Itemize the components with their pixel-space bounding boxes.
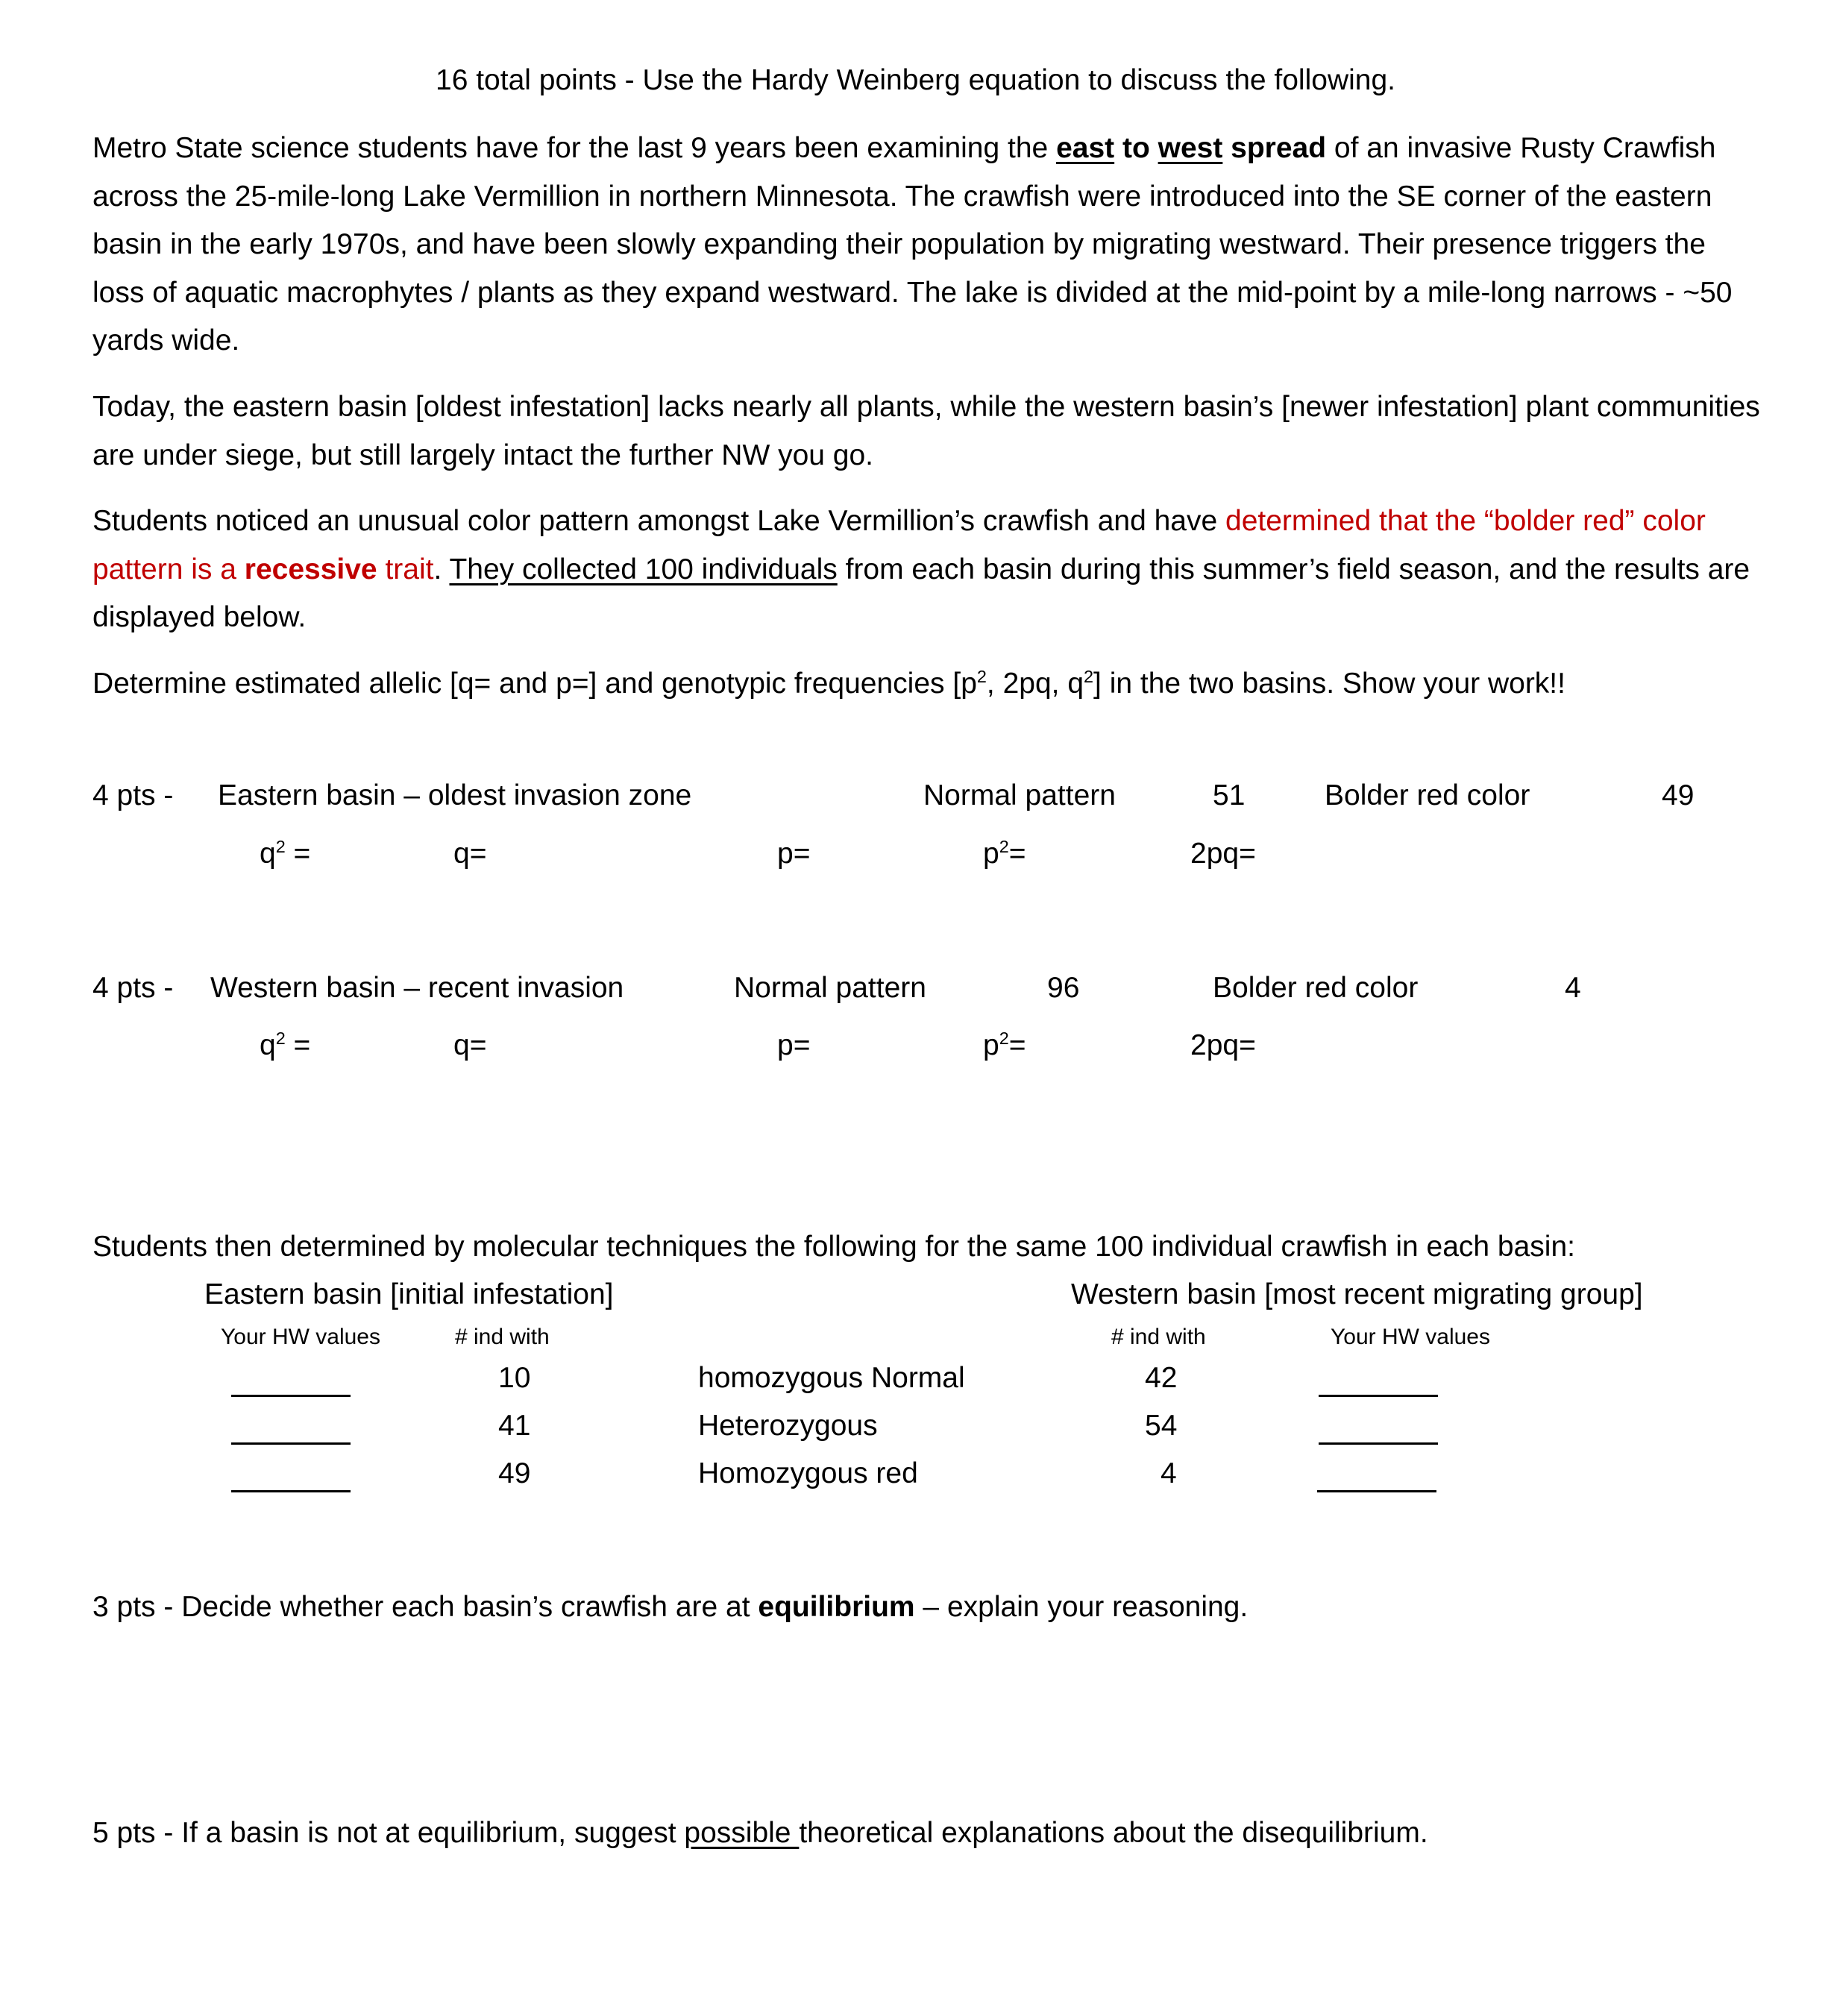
text-run: 5 pts - If a basin is not at equilibrium, suggest — [92, 1817, 685, 1849]
western-count-homozygous-red: 4 — [1161, 1457, 1177, 1489]
text-run: from each basin during this summer’s field season, and the results are displayed below. — [92, 553, 1750, 633]
eastern-count-homozygous-normal: 10 — [498, 1362, 531, 1394]
western-normal-count: 96 — [1047, 972, 1080, 1004]
molecular-intro: Students then determined by molecular techniques the following for the same 100 individual crawfish in each basin: — [92, 1231, 1575, 1263]
intro-paragraph-2: Today, the eastern basin [oldest infestation] lacks nearly all plants, while the western basin’s [newer infestation] plant communities are under siege, but still largely intact the further NW you go. — [92, 391, 1760, 471]
west-emphasis: west — [1158, 132, 1223, 164]
text-run: q — [260, 1029, 276, 1061]
western-hw-blank-3[interactable] — [1317, 1490, 1436, 1492]
western-table-header: Western basin [most recent migrating group] — [1071, 1278, 1643, 1310]
eastern-basin-label: Eastern basin – oldest invasion zone — [218, 779, 692, 811]
eastern-hw-blank-3[interactable] — [231, 1490, 351, 1492]
western-red-count: 4 — [1565, 972, 1581, 1004]
text-run: Students noticed an unusual color pattern amongst Lake Vermillion’s crawfish and have — [92, 505, 1226, 537]
text-run: Metro State science students have for the last 9 years been examining the — [92, 132, 1057, 164]
eastern-q-squared-label — [260, 830, 310, 878]
western-count-heterozygous: 54 — [1145, 1410, 1178, 1442]
eastern-hw-blank-1[interactable] — [231, 1395, 351, 1397]
eastern-q-label: q= — [453, 838, 487, 870]
western-red-label: Bolder red color — [1213, 972, 1419, 1004]
text-run: , 2pq, q — [986, 668, 1084, 700]
text-run: of an invasive Rusty Crawfish across the 25-mile-long Lake Vermillion in northern Minnesota. The crawfish were introduced into the SE corner of the eastern basin in the early 1970s, and have been slowly expanding their population by migrating westward. Their presence triggers the loss of aquatic macrophytes / plants as they expand westward. The lake is divided at the mid-point by a mile-long narrows - ~50 yards wide. — [92, 132, 1733, 357]
western-q-label: q= — [453, 1029, 487, 1061]
western-2pq-label: 2pq= — [1190, 1029, 1256, 1061]
recessive-statement: determined that the “bolder red” color pattern is a — [92, 505, 1706, 585]
text-run: ] in the two basins. Show your work!! — [1093, 668, 1565, 700]
text-run: = — [285, 838, 311, 870]
sample-size-emphasis: They collected 100 individuals — [449, 553, 838, 585]
eastern-count-heterozygous: 41 — [498, 1410, 531, 1442]
eastern-p-squared-label — [983, 830, 1026, 878]
text-run: – explain your reasoning. — [914, 1591, 1249, 1623]
text-run: p — [983, 1029, 999, 1061]
col-header-your-hw-left: Your HW values — [221, 1325, 380, 1349]
genotype-homozygous-normal: homozygous Normal — [698, 1362, 965, 1394]
text-run: q — [260, 838, 276, 870]
western-hw-blank-2[interactable] — [1319, 1442, 1438, 1445]
col-header-your-hw-right: Your HW values — [1331, 1325, 1490, 1349]
equilibrium-emphasis: equilibrium — [758, 1591, 915, 1623]
text-run: . — [433, 553, 450, 585]
superscript: 2 — [976, 667, 987, 686]
col-header-ind-left: # ind with — [455, 1325, 550, 1349]
eastern-count-homozygous-red: 49 — [498, 1457, 531, 1489]
intro-paragraph-3 — [92, 497, 1763, 642]
instructions-paragraph — [92, 660, 1763, 709]
eastern-red-label: Bolder red color — [1325, 779, 1530, 811]
superscript: 2 — [275, 1029, 286, 1048]
western-normal-label: Normal pattern — [734, 972, 926, 1004]
eastern-2pq-label: 2pq= — [1190, 838, 1256, 870]
western-p-label: p= — [777, 1029, 811, 1061]
western-points: 4 pts - — [92, 972, 174, 1004]
western-basin-label: Western basin – recent invasion — [210, 972, 624, 1004]
eastern-red-count: 49 — [1662, 779, 1695, 811]
eastern-table-header: Eastern basin [initial infestation] — [204, 1278, 614, 1310]
western-q-squared-label — [260, 1022, 310, 1070]
genotype-heterozygous: Heterozygous — [698, 1410, 878, 1442]
col-header-ind-right: # ind with — [1111, 1325, 1206, 1349]
spread-emphasis: spread — [1222, 132, 1327, 164]
eastern-p-label: p= — [777, 838, 811, 870]
intro-paragraph-1 — [92, 125, 1763, 365]
eastern-hw-blank-2[interactable] — [231, 1442, 351, 1445]
worksheet-title: 16 total points - Use the Hardy Weinberg equation to discuss the following. — [436, 64, 1395, 96]
possible-emphasis: possible — [684, 1817, 800, 1849]
genotype-homozygous-red: Homozygous red — [698, 1457, 918, 1489]
superscript: 2 — [1084, 667, 1094, 686]
recessive-statement-end: trait — [377, 553, 434, 585]
text-run: p — [983, 838, 999, 870]
western-count-homozygous-normal: 42 — [1145, 1362, 1178, 1394]
western-p-squared-label — [983, 1022, 1026, 1070]
eastern-normal-count: 51 — [1213, 779, 1246, 811]
text-run: Determine estimated allelic [q= and p=] and genotypic frequencies [p — [92, 668, 977, 700]
east-emphasis: east — [1056, 132, 1115, 164]
western-hw-blank-1[interactable] — [1319, 1395, 1438, 1397]
eastern-points: 4 pts - — [92, 779, 174, 811]
text-run: = — [1008, 1029, 1026, 1061]
superscript: 2 — [275, 837, 286, 856]
text-run: 3 pts - Decide whether each basin’s crawfish are at — [92, 1591, 759, 1623]
superscript: 2 — [999, 837, 1009, 856]
text-run: = — [1008, 838, 1026, 870]
question-5 — [92, 1809, 1428, 1857]
eastern-normal-label: Normal pattern — [923, 779, 1116, 811]
superscript: 2 — [999, 1029, 1009, 1048]
text-run: = — [285, 1029, 311, 1061]
question-3 — [92, 1583, 1248, 1631]
text-run: theoretical explanations about the disequilibrium. — [799, 1817, 1428, 1849]
recessive-emphasis: recessive — [244, 553, 377, 585]
to-emphasis: to — [1114, 132, 1158, 164]
